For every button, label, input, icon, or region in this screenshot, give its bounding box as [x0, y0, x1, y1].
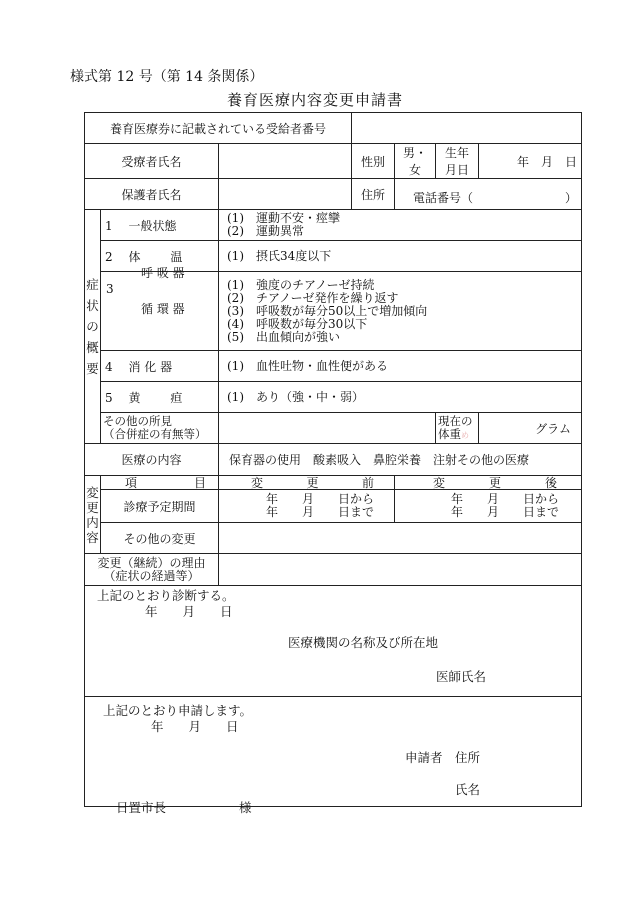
schedule-from: 年 月 日から [451, 492, 560, 506]
change-reason-label [85, 554, 219, 586]
application-statement: 上記のとおり申請します。 [103, 703, 253, 718]
item-number: 1 [105, 218, 113, 233]
weight-note: め [461, 430, 470, 440]
respiratory-circulatory-options[interactable] [219, 272, 582, 351]
phone-close: ） [565, 191, 578, 205]
patient-name-field[interactable] [219, 144, 352, 179]
treatment-schedule-label: 診療予定期間 [101, 490, 219, 523]
item-label-b: 疸 [170, 390, 183, 405]
symptoms-char: の [86, 319, 99, 334]
diagnosis-statement: 上記のとおり診断する。 [97, 588, 235, 603]
dob-field[interactable] [479, 144, 582, 179]
digestive-label [101, 351, 219, 382]
digestive-options[interactable] [219, 351, 582, 382]
dob-label: 生年月日 [436, 144, 479, 179]
application-date[interactable]: 年 月 日 [151, 719, 239, 734]
label-line: その他の所見 [103, 414, 172, 428]
header-char: 変 [251, 475, 264, 490]
option[interactable]: (1) 運動不安・痙攣 [227, 211, 340, 225]
other-changes-field[interactable] [219, 523, 582, 554]
current-weight-label [436, 413, 479, 444]
symptoms-char: 概 [86, 340, 99, 355]
medical-institution-label: 医療機関の名称及び所在地 [288, 635, 439, 650]
symptoms-char: 状 [86, 298, 99, 313]
other-changes-label: その他の変更 [101, 523, 219, 554]
option[interactable]: (5) 出血傾向が強い [227, 329, 340, 344]
item-number: 5 [105, 390, 113, 405]
applicant-address-label: 申請者 住所 [405, 750, 481, 765]
option[interactable]: (2) チアノーゼ発作を繰り返す [227, 290, 399, 305]
header-char: 更 [489, 475, 502, 490]
symptoms-section-label [85, 210, 101, 444]
change-section-label [85, 476, 101, 554]
address-label: 住所 [352, 179, 395, 210]
item-number: 2 [105, 249, 113, 264]
application-section [85, 697, 582, 815]
header-char: 前 [362, 475, 375, 490]
other-findings-field[interactable] [219, 413, 436, 444]
schedule-before-field[interactable] [219, 490, 395, 523]
jaundice-options[interactable] [219, 382, 582, 413]
sex-label: 性別 [352, 144, 395, 179]
guardian-name-field[interactable] [219, 179, 352, 210]
item-label-bottom: 循 環 器 [141, 302, 185, 316]
item-number: 3 [106, 282, 114, 296]
address-field[interactable] [395, 179, 582, 210]
application-form-table [84, 112, 582, 815]
weight-unit: グラム [535, 421, 572, 436]
option[interactable]: (3) 呼吸数が毎分50以上で増加傾向 [227, 303, 428, 318]
body-temperature-options[interactable] [219, 241, 582, 272]
header-char: 更 [306, 475, 319, 490]
schedule-from: 年 月 日から [266, 492, 375, 506]
change-reason-field[interactable] [219, 554, 582, 586]
honorific-label: 様 [239, 800, 252, 815]
option[interactable]: (1) 血性吐物・血性便がある [227, 358, 388, 373]
header-char: 後 [544, 475, 557, 490]
option[interactable]: (1) 摂氏34度以下 [227, 248, 332, 263]
option[interactable]: (1) 強度のチアノーゼ持続 [227, 277, 375, 292]
change-after-header [395, 476, 582, 490]
label-line: （合併症の有無等） [103, 427, 207, 441]
form-number-label: 様式第 12 号（第 14 条関係） [70, 69, 264, 85]
jaundice-label [101, 382, 219, 413]
header-char: 変 [433, 475, 446, 490]
recipient-number-field[interactable] [352, 113, 582, 144]
schedule-to: 年 月 日まで [266, 505, 375, 519]
current-weight-field[interactable] [479, 413, 582, 444]
dob-value: 年 月 日 [517, 154, 578, 169]
doctor-name-label: 医師氏名 [436, 669, 487, 684]
change-char: 容 [86, 529, 99, 545]
respiratory-circulatory-label [101, 266, 219, 351]
change-char: 内 [86, 514, 99, 530]
patient-name-label: 受療者氏名 [85, 144, 219, 179]
applicant-name-label: 氏名 [455, 782, 481, 797]
item-label-a: 体 [128, 249, 141, 264]
header-char: 項 [125, 475, 138, 490]
item-label: 消 化 器 [128, 359, 173, 374]
label-line: （症状の経過等） [103, 568, 200, 583]
guardian-name-label: 保護者氏名 [85, 179, 219, 210]
symptoms-char: 症 [86, 277, 99, 292]
addressee-label: 日置市長 [116, 800, 167, 815]
change-before-header [219, 476, 395, 490]
item-label: 一般状態 [128, 218, 177, 233]
label-line: 体重 [438, 426, 462, 441]
label-line: 変更（継続）の理由 [97, 555, 206, 570]
treatment-content-label: 医療の内容 [85, 444, 219, 476]
item-label-b: 温 [170, 249, 183, 264]
general-condition-label [101, 210, 219, 241]
diagnosis-date[interactable]: 年 月 日 [145, 604, 233, 619]
diagnosis-section [85, 586, 582, 697]
option[interactable]: (2) 運動異常 [227, 224, 304, 238]
change-item-header [101, 476, 219, 490]
schedule-to: 年 月 日まで [451, 505, 560, 519]
recipient-number-label: 養育医療券に記載されている受給者番号 [85, 113, 352, 144]
change-char: 変 [86, 484, 99, 500]
option[interactable]: (4) 呼吸数が毎分30以下 [227, 316, 368, 331]
header-char: 目 [193, 475, 206, 490]
item-label-a: 黄 [128, 390, 141, 405]
option[interactable]: (1) あり（強・中・弱） [227, 389, 364, 404]
change-char: 更 [86, 499, 99, 515]
form-title: 養育医療内容変更申請書 [226, 91, 403, 109]
symptoms-char: 要 [86, 361, 99, 376]
other-findings-label [101, 413, 219, 444]
general-condition-options[interactable] [219, 210, 582, 241]
label-line: 現在の [438, 413, 473, 428]
sex-options[interactable]: 男・女 [395, 144, 436, 179]
schedule-after-field[interactable] [395, 490, 582, 523]
item-label-top: 呼 吸 器 [141, 266, 185, 280]
treatment-content-options[interactable]: 保育器の使用 酸素吸入 鼻腔栄養 注射その他の医療 [219, 444, 582, 476]
item-number: 4 [105, 359, 113, 374]
phone-label: 電話番号（ [413, 191, 474, 205]
